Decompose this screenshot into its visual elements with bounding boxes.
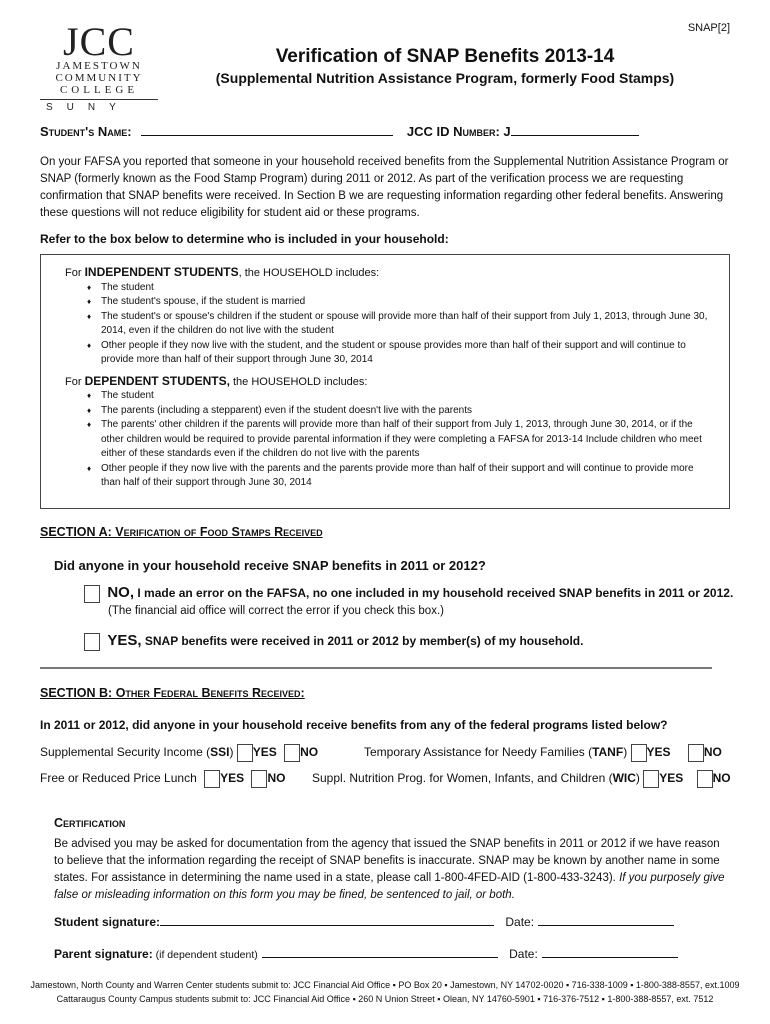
parent-signature-row: Parent signature: (if dependent student) Date:: [54, 946, 678, 961]
household-definition-box: [40, 254, 730, 509]
student-name-field[interactable]: [141, 124, 393, 136]
lunch-no-checkbox[interactable]: [251, 770, 267, 788]
lunch-yes-checkbox[interactable]: [204, 770, 220, 788]
footer-line-2: Cattaraugus County Campus students submit to: JCC Financial Aid Office ▪ 260 N Union Street ▪ Olean, NY 14760-5901 ▪ 716-376-7512 ▪ 1-800-388-8557, ext. 7512: [56, 994, 714, 1004]
form-title: Verification of SNAP Benefits 2013-14: [275, 46, 615, 67]
list-item: ♦ The parents' other children if the parents will provide more than half of their support from July 1, 2013, through June 30, 2014, or if the other children would be required to provide parental information if they were completing a FAFSA for 2013-14 Include children who meet either of these standards even if the children do not live with the parents: [87, 418, 715, 462]
section-divider: [40, 667, 712, 669]
dependent-heading: For DEPENDENT STUDENTS, the HOUSEHOLD includes:: [65, 373, 368, 388]
tanf-yes-checkbox[interactable]: [631, 744, 647, 762]
logo-rule: [40, 99, 158, 100]
snap-no-checkbox[interactable]: [84, 585, 100, 603]
form-code: SNAP[2]: [687, 22, 730, 34]
wic-yes-checkbox[interactable]: [643, 770, 659, 788]
wic-row: Suppl. Nutrition Prog. for Women, Infants, and Children (WIC) YES NO: [312, 770, 731, 788]
certification-title: Certification: [54, 816, 126, 830]
jcc-id-label: JCC ID Number: J: [406, 124, 511, 139]
wic-no-checkbox[interactable]: [697, 770, 713, 788]
independent-heading: For INDEPENDENT STUDENTS, the HOUSEHOLD includes:: [65, 265, 380, 279]
footer: [20, 978, 750, 1006]
list-item: ♦ Other people if they now live with the student, and the student or spouse provides more than half of their support and will continue to provide more than half of their support through June 30, 2014: [87, 339, 715, 368]
list-item: ♦ The student: [87, 389, 715, 404]
independent-list: [65, 281, 715, 368]
parent-date-field[interactable]: [542, 946, 678, 958]
ssi-yes-checkbox[interactable]: [237, 744, 253, 762]
ssi-row: Supplemental Security Income (SSI) YES NO: [40, 744, 318, 762]
lunch-row: Free or Reduced Price Lunch YES NO: [40, 770, 285, 788]
section-b-question: In 2011 or 2012, did anyone in your household receive benefits from any of the federal programs listed below?: [40, 718, 668, 732]
ssi-no-checkbox[interactable]: [284, 744, 300, 762]
jcc-logo: [40, 19, 158, 113]
section-b-title: SECTION B: Other Federal Benefits Received:: [40, 686, 305, 700]
logo-mark: JCC: [63, 19, 135, 64]
snap-yes-checkbox[interactable]: [84, 633, 100, 651]
tanf-no-checkbox[interactable]: [688, 744, 704, 762]
list-item: ♦ The parents (including a stepparent) even if the student doesn't live with the parents: [87, 404, 715, 419]
student-signature-field[interactable]: [160, 914, 494, 926]
list-item: ♦ The student: [87, 281, 715, 296]
jcc-id-field[interactable]: [511, 124, 639, 136]
section-a-question: Did anyone in your household receive SNAP benefits in 2011 or 2012?: [54, 558, 486, 573]
certification-warning: If you purposely give false or misleading information on this form you may be fined, be sentenced to jail, or both.: [54, 872, 725, 901]
logo-line-3: COLLEGE: [59, 84, 139, 96]
logo-suny: SUNY: [46, 102, 130, 113]
certification-text: Be advised you may be asked for documentation from the agency that issued the SNAP benefits in 2011 or 2012 if we have reason to believe that the information regarding the receipt of SNAP benefits is inaccurate. SNAP may be known by another name in some states. For assistance in determining the name used in a state, please call 1-800-4FED-AID (1-800-433-3243). If you purposely give false or misleading information on this form you may be fined, be sentenced to jail, or both.: [54, 838, 725, 901]
section-a-title: SECTION A: Verification of Food Stamps Received: [40, 525, 323, 539]
snap-yes-option: YES, SNAP benefits were received in 2011 or 2012 by member(s) of my household.: [84, 632, 583, 651]
parent-signature-field[interactable]: [262, 946, 498, 958]
student-signature-row: Student signature: Date:: [54, 914, 674, 929]
snap-no-note: (The financial aid office will correct the error if you check this box.): [108, 604, 444, 617]
student-info-row: [40, 124, 639, 139]
footer-line-1: Jamestown, North County and Warren Center students submit to: JCC Financial Aid Office ▪ PO Box 20 ▪ Jamestown, NY 14702-0020 ▪ 716-338-1009 ▪ 1-800-388-8557, ext.1009: [30, 980, 740, 990]
snap-no-option: NO, I made an error on the FAFSA, no one included in my household received SNAP benefits in 2011 or 2012. (The financial aid office will correct the error if you check this box.): [84, 584, 733, 617]
dependent-list: [65, 389, 715, 491]
list-item: ♦ Other people if they now live with the parents and the parents provide more than half of their support and will continue to provide more than half of their support through June 30, 2014: [87, 462, 715, 491]
list-item: ♦ The student's or spouse's children if the student or spouse will provide more than half of their support from July 1, 2013, through June 30, 2014, even if the children do not live with the student: [87, 310, 715, 339]
student-name-label: Student's Name:: [40, 124, 132, 139]
form-subtitle: (Supplemental Nutrition Assistance Program, formerly Food Stamps): [215, 70, 675, 86]
intro-paragraph: On your FAFSA you reported that someone in your household received benefits from the Supplemental Nutrition Assistance Program or SNAP (formerly known as the Food Stamp Program) during 2011 or 2012. As part of the verification process we are requesting confirmation that SNAP benefits were received. In Section B we are requesting information regarding other federal benefits. Answering these questions will not reduce eligibility for student aid or these programs.: [40, 156, 729, 219]
refer-instruction: Refer to the box below to determine who is included in your household:: [40, 232, 449, 246]
list-item: ♦ The student's spouse, if the student is married: [87, 295, 715, 310]
logo-line-2: COMMUNITY: [55, 72, 143, 84]
tanf-row: Temporary Assistance for Needy Families (TANF) YES NO: [364, 744, 722, 762]
logo-line-1: JAMESTOWN: [56, 60, 142, 72]
student-date-field[interactable]: [538, 914, 674, 926]
